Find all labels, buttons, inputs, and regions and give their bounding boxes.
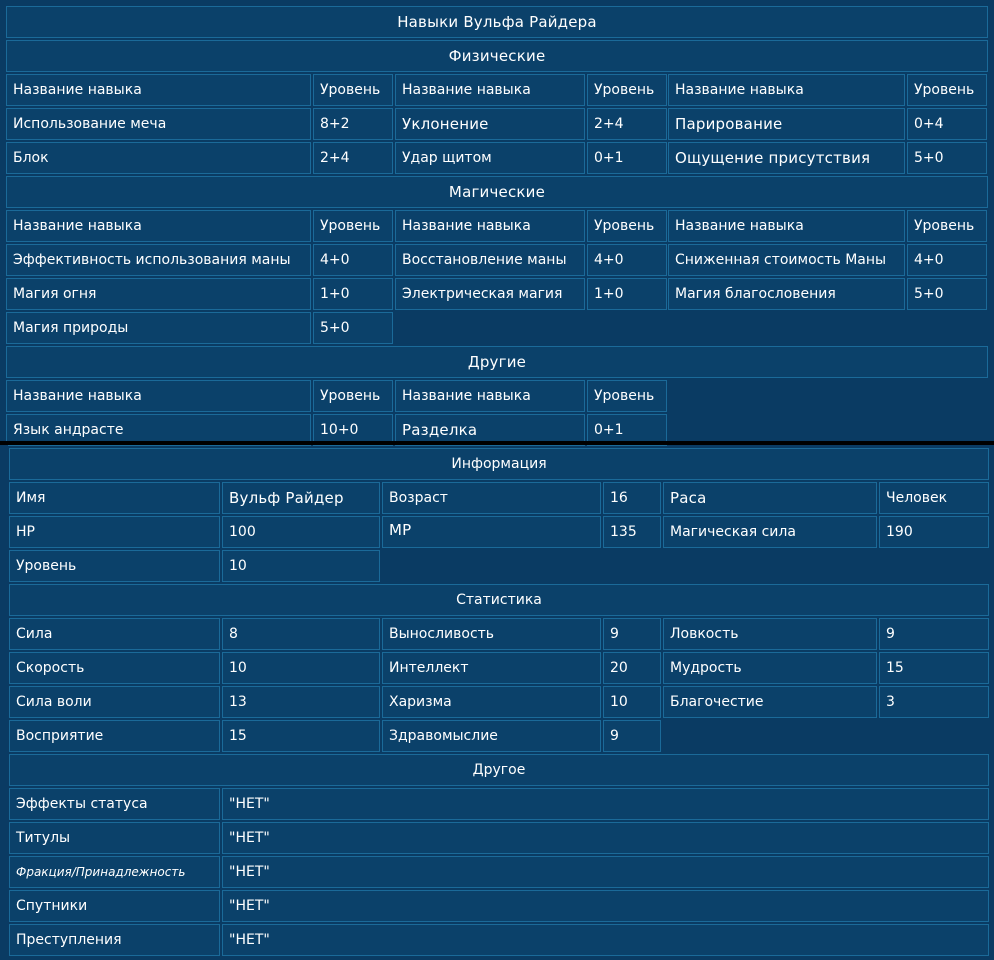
stat-value: 15: [879, 652, 989, 684]
skill-name: Разделка: [395, 414, 585, 446]
col-header-name-2: Название навыка: [395, 210, 585, 242]
skill-level: 5+0: [907, 278, 987, 310]
col-header-level-3: Уровень: [907, 210, 987, 242]
skill-name: Удар щитом: [395, 142, 585, 174]
col-header-name-1: Название навыка: [6, 74, 311, 106]
stat-value: 10: [222, 652, 380, 684]
mp-value: 135: [603, 516, 661, 548]
skill-name: Язык андрасте: [6, 414, 311, 446]
hp-value: 100: [222, 516, 380, 548]
skill-level: 5+0: [907, 142, 987, 174]
stat-value: 9: [603, 720, 661, 752]
skill-level: 4+0: [587, 244, 667, 276]
hp-label: HP: [9, 516, 220, 548]
stat-label: Ловкость: [663, 618, 877, 650]
magic-power-value: 190: [879, 516, 989, 548]
stat-value: 10: [603, 686, 661, 718]
skill-name: Восстановление маны: [395, 244, 585, 276]
age-label: Возраст: [382, 482, 601, 514]
col-header-level-2: Уровень: [587, 74, 667, 106]
skill-level: 2+4: [313, 142, 393, 174]
stat-value: 13: [222, 686, 380, 718]
other-section-title: Другое: [9, 754, 989, 786]
skill-name: Блок: [6, 142, 311, 174]
skill-name: Магия благословения: [668, 278, 905, 310]
skill-level: 5+0: [313, 312, 393, 344]
name-value: Вульф Райдер: [222, 482, 380, 514]
stat-label: Выносливость: [382, 618, 601, 650]
stat-value: 8: [222, 618, 380, 650]
character-info-panel: [8, 447, 990, 960]
skill-level: 4+0: [907, 244, 987, 276]
stats-section-title: Статистика: [9, 584, 989, 616]
stat-label: Восприятие: [9, 720, 220, 752]
stat-value: 15: [222, 720, 380, 752]
physical-section-title: Физические: [6, 40, 988, 72]
other-label: Титулы: [9, 822, 220, 854]
skill-name: Парирование: [668, 108, 905, 140]
stat-label: Харизма: [382, 686, 601, 718]
col-header-level-2: Уровень: [587, 210, 667, 242]
skill-name: Эффективность использования маны: [6, 244, 311, 276]
col-header-name-3: Название навыка: [668, 210, 905, 242]
col-header-level-2: Уровень: [587, 380, 667, 412]
col-header-level-1: Уровень: [313, 210, 393, 242]
skill-level: 4+0: [313, 244, 393, 276]
stat-label: Сила: [9, 618, 220, 650]
skill-level: 8+2: [313, 108, 393, 140]
col-header-name-1: Название навыка: [6, 210, 311, 242]
skill-level: 1+0: [313, 278, 393, 310]
skills-title: Навыки Вульфа Райдера: [6, 6, 988, 38]
level-value: 10: [222, 550, 380, 582]
other-label: Фракция/Принадлежность: [9, 856, 220, 888]
level-label: Уровень: [9, 550, 220, 582]
skill-level: 0+4: [907, 108, 987, 140]
skill-name: Уклонение: [395, 108, 585, 140]
other-value: "НЕТ": [222, 856, 989, 888]
stat-label: Мудрость: [663, 652, 877, 684]
age-value: 16: [603, 482, 661, 514]
other-value: "НЕТ": [222, 924, 989, 956]
skill-name: Сниженная стоимость Маны: [668, 244, 905, 276]
stat-value: 3: [879, 686, 989, 718]
other-label: Спутники: [9, 890, 220, 922]
stat-label: Благочестие: [663, 686, 877, 718]
skill-name: Использование меча: [6, 108, 311, 140]
info-section-title: Информация: [9, 448, 989, 480]
col-header-name-2: Название навыка: [395, 380, 585, 412]
skill-name: Магия природы: [6, 312, 311, 344]
other-value: "НЕТ": [222, 788, 989, 820]
name-label: Имя: [9, 482, 220, 514]
skill-name: Магия огня: [6, 278, 311, 310]
stat-label: Скорость: [9, 652, 220, 684]
magic-power-label: Магическая сила: [663, 516, 877, 548]
skill-level: 0+1: [587, 142, 667, 174]
skill-level: 2+4: [587, 108, 667, 140]
skill-level: 10+0: [313, 414, 393, 446]
other-label: Преступления: [9, 924, 220, 956]
stat-label: Здравомыслие: [382, 720, 601, 752]
skill-level: 1+0: [587, 278, 667, 310]
stat-value: 9: [603, 618, 661, 650]
stat-value: 9: [879, 618, 989, 650]
mp-label: MP: [382, 516, 601, 548]
skill-level: 0+1: [587, 414, 667, 446]
col-header-name-2: Название навыка: [395, 74, 585, 106]
stat-value: 20: [603, 652, 661, 684]
race-value: Человек: [879, 482, 989, 514]
other-value: "НЕТ": [222, 890, 989, 922]
stat-label: Сила воли: [9, 686, 220, 718]
stat-label: Интеллект: [382, 652, 601, 684]
other-value: "НЕТ": [222, 822, 989, 854]
skill-name: Ощущение присутствия: [668, 142, 905, 174]
col-header-level-1: Уровень: [313, 74, 393, 106]
col-header-level-3: Уровень: [907, 74, 987, 106]
magic-section-title: Магические: [6, 176, 988, 208]
other-label: Эффекты статуса: [9, 788, 220, 820]
skill-name: Электрическая магия: [395, 278, 585, 310]
skills-panel: [5, 5, 989, 441]
col-header-name-1: Название навыка: [6, 380, 311, 412]
other-skills-section-title: Другие: [6, 346, 988, 378]
col-header-level-1: Уровень: [313, 380, 393, 412]
col-header-name-3: Название навыка: [668, 74, 905, 106]
race-label: Раса: [663, 482, 877, 514]
